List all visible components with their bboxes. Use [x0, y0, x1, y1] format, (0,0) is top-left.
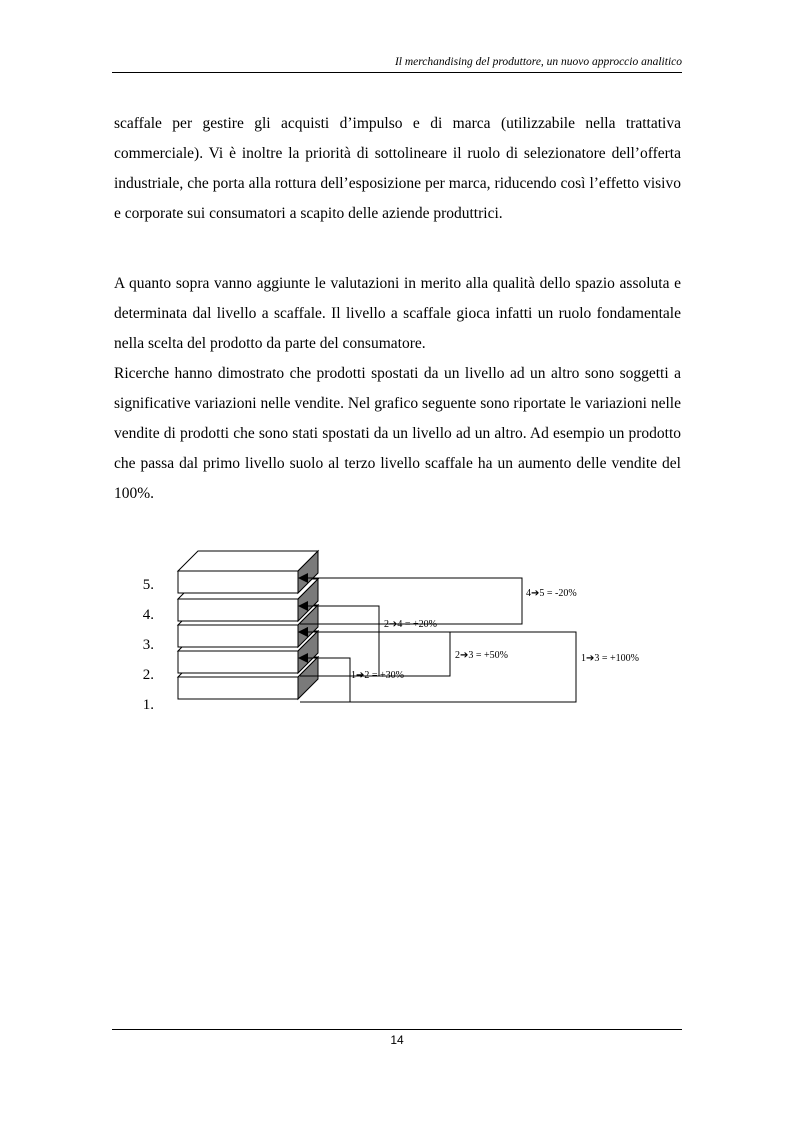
shelf-front-face — [178, 625, 298, 647]
level-labels — [143, 577, 154, 713]
header-rule — [112, 72, 682, 73]
transition-1-3 — [298, 627, 639, 702]
transition-4-5 — [298, 573, 577, 624]
transition-label: 4➔5 = -20% — [526, 588, 577, 599]
transition-2-3 — [298, 627, 508, 676]
transition-label: 1➔3 = +100% — [581, 653, 639, 664]
transitions — [298, 573, 639, 702]
level-label-5: 5. — [142, 577, 154, 593]
level-label-3: 3. — [142, 637, 154, 653]
paragraph-2a: A quanto sopra vanno aggiunte le valutazioni in merito alla qualità dello spazio assoluta e determinata dal livello a scaffale. Il livello a scaffale gioca infatti un ruolo fondamentale nella scelta del prodotto da parte del consumatore. — [114, 275, 681, 352]
transition-bracket — [300, 578, 522, 624]
shelf-front-face — [178, 599, 298, 621]
running-header: Il merchandising del produttore, un nuovo approccio analitico — [394, 56, 682, 68]
shelf-level-5 — [178, 551, 318, 593]
shelf-front-face — [178, 571, 298, 593]
shelf-top-face — [178, 551, 318, 571]
transition-bracket — [300, 632, 576, 702]
shelf-level-diagram — [130, 540, 670, 720]
transition-label: 2➔4 = +20% — [384, 619, 437, 630]
footer-rule — [112, 1029, 682, 1030]
paragraph-2b: Ricerche hanno dimostrato che prodotti spostati da un livello ad un altro sono soggetti a significative variazioni nelle vendite. Nel grafico seguente sono riportate le variazioni nelle vendite di prodotti che sono stati spostati da un livello ad un altro. Ad esempio un prodotto che passa dal primo livello suolo al terzo livello scaffale ha un aumento delle vendite del 100%. — [114, 365, 681, 502]
page-number: 14 — [390, 1033, 404, 1047]
level-label-1: 1. — [142, 697, 154, 713]
transition-label: 2➔3 = +50% — [455, 650, 508, 661]
transition-2-4 — [298, 601, 437, 676]
shelf-front-face — [178, 677, 298, 699]
shelves — [178, 551, 318, 699]
level-label-2: 2. — [142, 667, 154, 683]
transition-label: 1➔2 = +30% — [351, 670, 404, 681]
paragraph-1: scaffale per gestire gli acquisti d’impulso e di marca (utilizzabile nella trattativa commerciale). Vi è inoltre la priorità di sottolineare il ruolo di selezionatore dell’offerta industriale, che porta alla rottura dell’esposizione per marca, riducendo così l’effetto visivo e corporate sui consumatori a scapito delle aziende produttrici. — [114, 115, 681, 222]
paragraph-2 — [114, 269, 681, 509]
shelf-front-face — [178, 651, 298, 673]
level-label-4: 4. — [142, 607, 154, 623]
